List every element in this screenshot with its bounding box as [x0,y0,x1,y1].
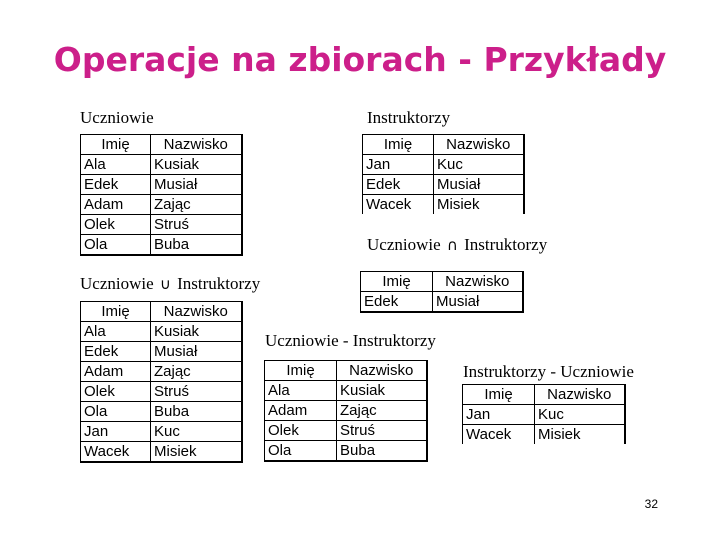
cell-nazwisko: Struś [151,215,242,235]
cell-imie: Jan [363,155,434,175]
cell-nazwisko: Kusiak [151,322,242,342]
cell-imie: Ola [81,402,151,422]
table-row [265,381,427,401]
instruktorzy-caption: Instruktorzy [367,108,451,127]
cell-nazwisko: Misiek [434,195,524,215]
cell-nazwisko: Struś [151,382,242,402]
cell-imie: Edek [363,175,434,195]
page-number: 32 [644,497,658,511]
table-row [81,215,242,235]
diff-iu-caption: Instruktorzy - Uczniowie [463,362,634,381]
diff-iu-table [462,384,626,444]
table-row [361,292,523,313]
intersection-left-label: Uczniowie [367,235,441,254]
cell-nazwisko: Buba [337,441,427,462]
cell-nazwisko: Zając [337,401,427,421]
table-header-row [463,385,625,405]
column-header-imie: Imię [463,385,535,405]
cell-imie: Jan [81,422,151,442]
cell-imie: Jan [463,405,535,425]
instruktorzy-table [362,134,525,214]
cell-nazwisko: Misiek [151,442,242,463]
table-row [463,405,625,425]
table-row [81,402,242,422]
cell-nazwisko: Kuc [434,155,524,175]
uczniowie-caption: Uczniowie [80,108,154,127]
cell-imie: Ola [81,235,151,256]
cell-imie: Wacek [363,195,434,215]
cell-imie: Wacek [463,425,535,445]
cell-nazwisko: Buba [151,402,242,422]
table-row [363,195,524,215]
cell-nazwisko: Kusiak [337,381,427,401]
intersection-caption [367,235,547,255]
table-row [265,421,427,441]
table-header-row [81,135,242,155]
table-header-row [265,361,427,381]
union-table [80,301,243,463]
column-header-nazwisko: Nazwisko [337,361,427,381]
column-header-imie: Imię [363,135,434,155]
union-caption [80,274,260,294]
cell-imie: Olek [81,382,151,402]
union-right-label: Instruktorzy [177,274,261,293]
table-row [81,342,242,362]
intersection-symbol: ∩ [446,236,458,254]
cell-nazwisko: Zając [151,362,242,382]
table-row [81,422,242,442]
union-left-label: Uczniowie [80,274,154,293]
diff-ui-table [264,360,428,462]
table-row [265,401,427,421]
cell-imie: Ala [265,381,337,401]
column-header-nazwisko: Nazwisko [151,302,242,322]
cell-imie: Adam [81,362,151,382]
cell-nazwisko: Kuc [151,422,242,442]
table-row [81,382,242,402]
cell-nazwisko: Struś [337,421,427,441]
cell-imie: Ala [81,155,151,175]
table-row [81,195,242,215]
cell-nazwisko: Kuc [535,405,625,425]
cell-imie: Adam [81,195,151,215]
table-row [81,175,242,195]
cell-nazwisko: Buba [151,235,242,256]
cell-imie: Ola [265,441,337,462]
cell-imie: Edek [361,292,433,313]
column-header-imie: Imię [265,361,337,381]
cell-nazwisko: Kusiak [151,155,242,175]
cell-imie: Olek [265,421,337,441]
cell-imie: Wacek [81,442,151,463]
cell-imie: Ala [81,322,151,342]
cell-imie: Olek [81,215,151,235]
table-row [463,425,625,445]
intersection-table [360,271,524,313]
slide-title: Operacje na zbiorach - Przykłady [53,40,667,79]
cell-nazwisko: Musiał [434,175,524,195]
table-row [81,322,242,342]
union-symbol: ∪ [159,275,171,293]
column-header-nazwisko: Nazwisko [535,385,625,405]
table-row [81,155,242,175]
intersection-right-label: Instruktorzy [464,235,548,254]
uczniowie-table [80,134,243,256]
cell-nazwisko: Musiał [433,292,523,313]
table-row [81,442,242,463]
table-header-row [363,135,524,155]
cell-imie: Edek [81,175,151,195]
diff-ui-caption: Uczniowie - Instruktorzy [265,331,436,350]
column-header-nazwisko: Nazwisko [151,135,242,155]
column-header-nazwisko: Nazwisko [434,135,524,155]
cell-imie: Edek [81,342,151,362]
cell-nazwisko: Zając [151,195,242,215]
cell-nazwisko: Misiek [535,425,625,445]
column-header-imie: Imię [81,135,151,155]
column-header-imie: Imię [81,302,151,322]
table-header-row [81,302,242,322]
column-header-imie: Imię [361,272,433,292]
cell-nazwisko: Musiał [151,342,242,362]
table-row [81,362,242,382]
table-row [363,175,524,195]
table-row [81,235,242,256]
cell-imie: Adam [265,401,337,421]
column-header-nazwisko: Nazwisko [433,272,523,292]
table-row [363,155,524,175]
cell-nazwisko: Musiał [151,175,242,195]
table-row [265,441,427,462]
table-header-row [361,272,523,292]
